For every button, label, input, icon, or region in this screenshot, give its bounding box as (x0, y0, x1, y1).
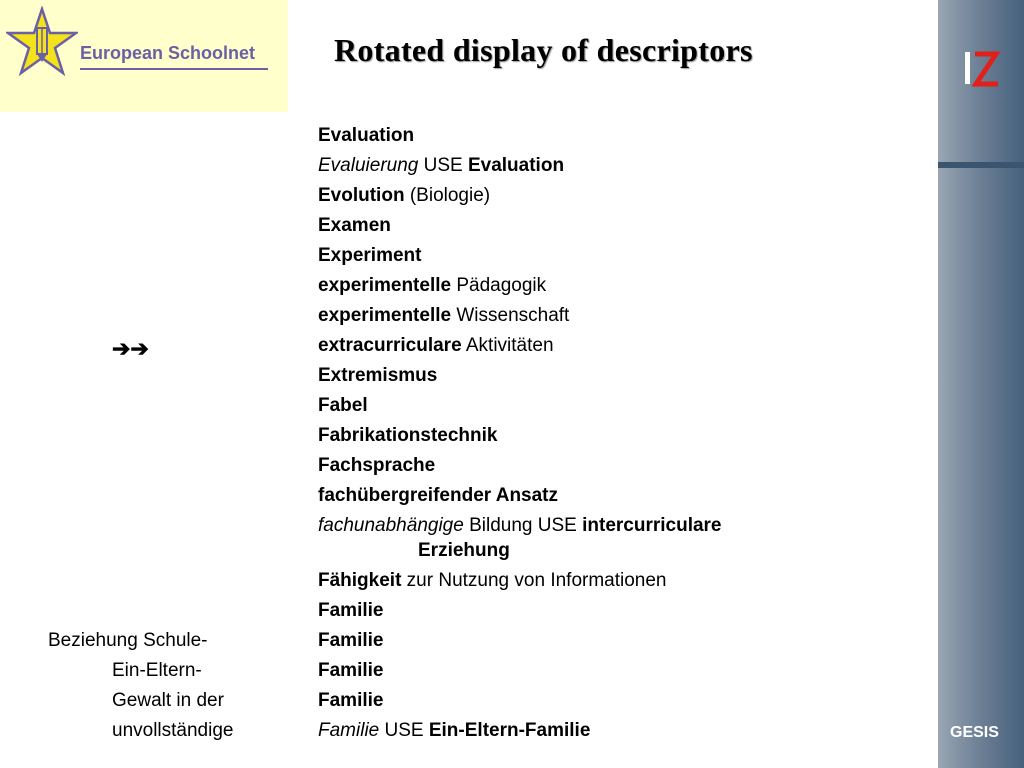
descriptor-nonpreferred: Evaluierung (318, 155, 419, 176)
arrow-marker-icon: ➔➔ (112, 336, 149, 361)
descriptor-keyword: Familie (318, 630, 384, 651)
iz-logo (962, 46, 1002, 90)
descriptor-keyword: Familie (318, 600, 384, 621)
logo-area (0, 0, 288, 112)
descriptor-row (318, 245, 421, 267)
descriptor-nonpreferred: fachunabhängige (318, 515, 464, 536)
descriptor-row (318, 335, 554, 357)
descriptor-keyword: Fabrikationstechnik (318, 425, 498, 446)
descriptor-keyword: Experiment (318, 245, 422, 266)
descriptor-row (318, 455, 435, 477)
descriptor-preferred: intercurriculare (582, 515, 722, 536)
descriptor-row (318, 660, 383, 682)
descriptor-row (318, 395, 368, 417)
descriptor-qualifier: (Biologie) (404, 185, 491, 206)
logo-underline (80, 68, 268, 70)
descriptor-use: USE (418, 155, 468, 176)
sidebar-divider (938, 162, 1024, 168)
descriptor-row (318, 720, 590, 742)
descriptor-keyword: Evaluation (318, 125, 415, 146)
descriptor-row (318, 690, 383, 712)
descriptor-qualifier: Aktivitäten (461, 335, 554, 356)
descriptor-preferred: Ein-Eltern-Familie (428, 720, 591, 741)
descriptor-row (318, 425, 498, 447)
gesis-label: GESIS (950, 724, 999, 741)
descriptor-row (318, 215, 391, 237)
descriptor-qualifier: Pädagogik (451, 275, 547, 296)
descriptor-keyword: Fabel (318, 395, 368, 416)
descriptor-keyword: experimentelle (318, 305, 452, 326)
descriptor-row (318, 365, 437, 387)
descriptor-continuation (418, 540, 510, 562)
descriptor-use: Bildung USE (463, 515, 583, 536)
descriptor-keyword: Examen (318, 215, 391, 236)
descriptor-row (318, 570, 667, 592)
page-title: Rotated display of descriptors (334, 32, 753, 68)
descriptor-row (318, 515, 722, 537)
descriptor-row (318, 275, 546, 297)
descriptor-row (318, 600, 383, 622)
descriptor-keyword: experimentelle (318, 275, 452, 296)
descriptor-row (318, 185, 490, 207)
rotated-prefix: Ein-Eltern- (112, 660, 202, 681)
descriptor-qualifier: zur Nutzung von Informationen (401, 570, 667, 591)
descriptor-use: USE (379, 720, 429, 741)
descriptor-keyword: extracurriculare (318, 335, 462, 356)
descriptor-nonpreferred: Familie (318, 720, 380, 741)
descriptor-keyword: Fachsprache (318, 455, 436, 476)
descriptor-keyword: Evolution (318, 185, 405, 206)
descriptor-row (318, 305, 569, 327)
descriptor-keyword: Familie (318, 660, 384, 681)
descriptor-keyword: Familie (318, 690, 384, 711)
descriptor-keyword: fachübergreifender Ansatz (318, 485, 559, 506)
descriptor-row (318, 155, 564, 177)
rotated-prefix: Beziehung Schule- (48, 630, 208, 651)
descriptor-keyword: Extremismus (318, 365, 438, 386)
descriptor-qualifier: Wissenschaft (451, 305, 570, 326)
descriptor-row (318, 125, 414, 147)
descriptor-preferred: Evaluation (467, 155, 565, 176)
logo-text: European Schoolnet (80, 43, 256, 63)
rotated-prefix: unvollständige (112, 720, 234, 741)
sidebar-band (938, 0, 1024, 768)
star-pencil-icon (6, 6, 78, 78)
descriptor-preferred-cont: Erziehung (418, 540, 510, 561)
rotated-prefix: Gewalt in der (112, 690, 224, 711)
descriptor-row (318, 630, 383, 652)
descriptor-row (318, 485, 558, 507)
descriptor-keyword: Fähigkeit (318, 570, 402, 591)
